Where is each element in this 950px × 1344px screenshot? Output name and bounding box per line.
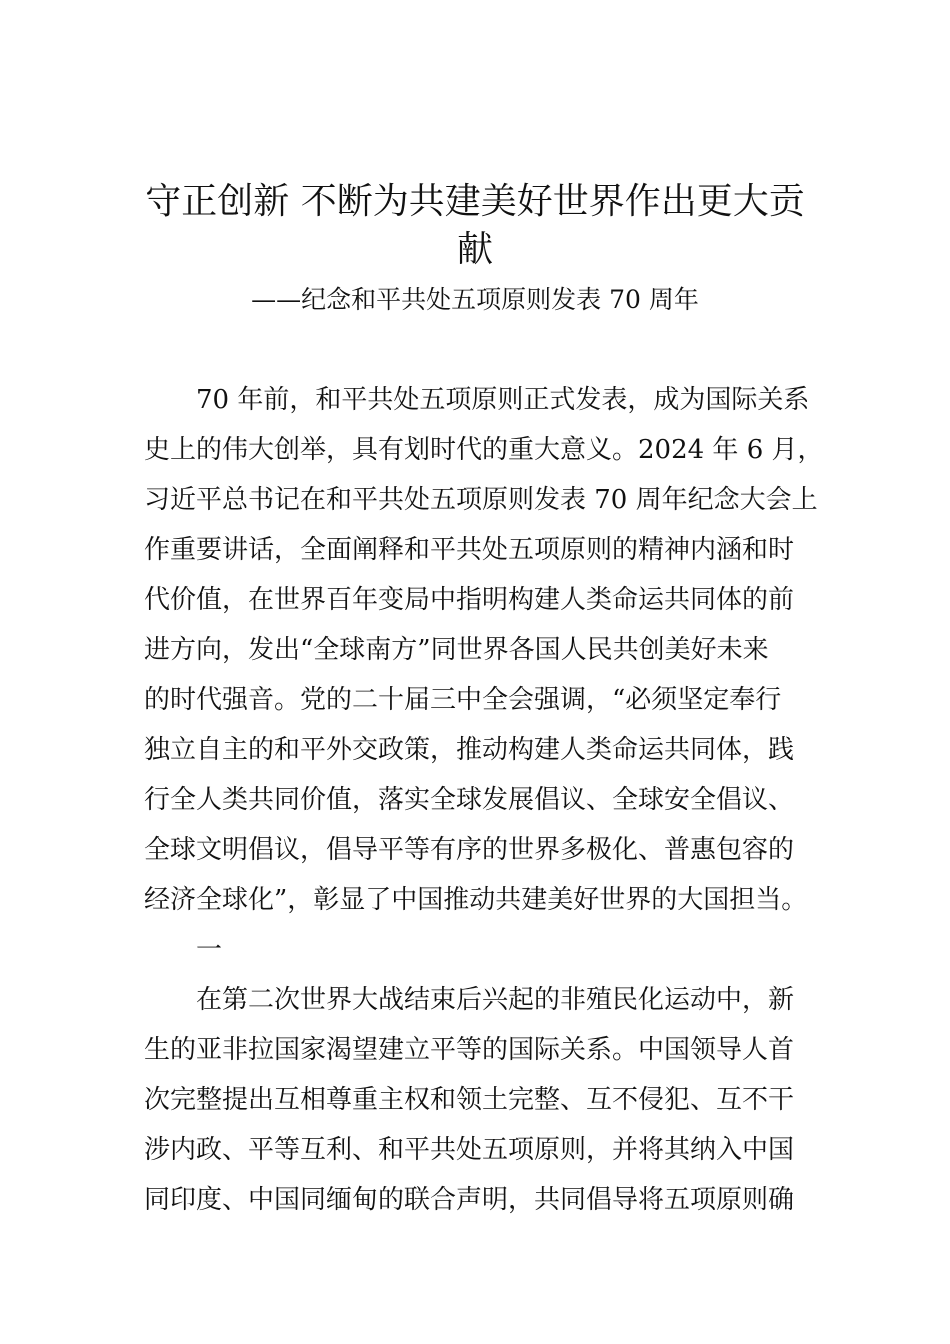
document-title-line-2: 献	[456, 229, 493, 270]
paragraph-1-line-7: 的时代强音。党的二十届三中全会强调，“必须坚定奉行	[144, 685, 782, 715]
paragraph-2-line-4: 涉内政、平等互利、和平共处五项原则，并将其纳入中国	[144, 1135, 795, 1165]
paragraph-2-line-5: 同印度、中国同缅甸的联合声明，共同倡导将五项原则确	[144, 1185, 795, 1215]
paragraph-1-line-1: 70 年前，和平共处五项原则正式发表，成为国际关系	[196, 385, 810, 415]
document-subtitle: ——纪念和平共处五项原则发表 70 周年	[251, 285, 699, 314]
paragraph-1-line-3: 习近平总书记在和平共处五项原则发表 70 周年纪念大会上	[144, 485, 818, 515]
paragraph-2-line-3: 次完整提出互相尊重主权和领土完整、互不侵犯、互不干	[144, 1085, 795, 1115]
paragraph-1-line-6: 进方向，发出“全球南方”同世界各国人民共创美好未来	[144, 635, 769, 665]
paragraph-2-line-2: 生的亚非拉国家渴望建立平等的国际关系。中国领导人首	[144, 1035, 795, 1065]
paragraph-1-line-8: 独立自主的和平外交政策，推动构建人类命运共同体，践	[144, 735, 795, 765]
paragraph-1-line-5: 代价值，在世界百年变局中指明构建人类命运共同体的前	[144, 585, 795, 615]
paragraph-1-line-10: 全球文明倡议，倡导平等有序的世界多极化、普惠包容的	[144, 835, 795, 865]
paragraph-1-line-9: 行全人类共同价值，落实全球发展倡议、全球安全倡议、	[144, 785, 795, 815]
document-title-line-1: 守正创新 不断为共建美好世界作出更大贡	[145, 181, 805, 222]
paragraph-1-line-11: 经济全球化”，彰显了中国推动共建美好世界的大国担当。	[144, 885, 808, 915]
paragraph-1-line-4: 作重要讲话，全面阐释和平共处五项原则的精神内涵和时	[144, 535, 795, 565]
section-heading: 一	[196, 935, 223, 965]
paragraph-2-line-1: 在第二次世界大战结束后兴起的非殖民化运动中，新	[196, 985, 795, 1015]
paragraph-1-line-2: 史上的伟大创举，具有划时代的重大意义。2024 年 6 月，	[144, 435, 824, 465]
